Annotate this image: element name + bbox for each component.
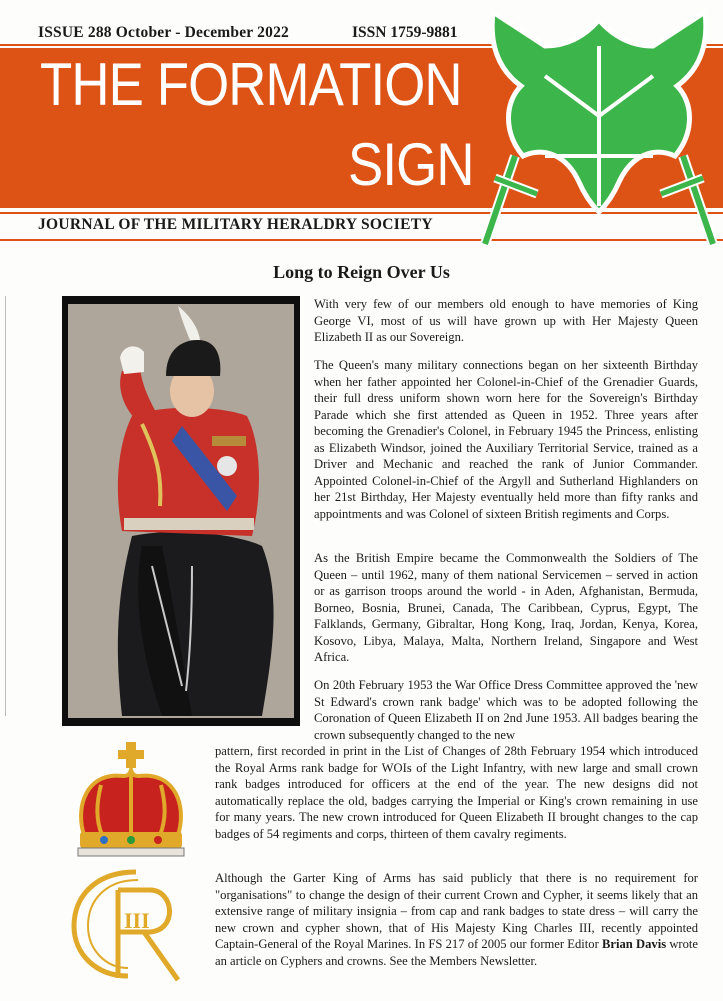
article-paragraph-4a xyxy=(314,677,698,743)
crown-and-cypher-emblem xyxy=(66,740,196,985)
article-text: As the British Empire became the Commonwealth the Soldiers of The Queen – until 1962, many of them national Servicemen – served in action or as garrison troops around the world - in Aden, Afghanistan, Bermuda, Borneo, Bosnia, Brunei, Canada, The Caribbean, Cyprus, Egypt, The Falklands, Germany, Gibraltar, Hong Kong, Iraq, Jordan, Kenya, Korea, Kosovo, Libya, Malaya, Malta, Northern Ireland, Singapore and West Africa. xyxy=(314,551,698,664)
issn: ISSN 1759-9881 xyxy=(352,24,458,41)
article-paragraph-1 xyxy=(314,296,698,346)
queen-on-horseback-photo xyxy=(62,296,300,726)
article-text: On 20th February 1953 the War Office Dress Committee approved the 'new St Edward's crown rank badge' which was to be adopted following the Coronation of Queen Elizabeth II on 2nd June 1953. All badges bearing the crown subsequently changed to the new xyxy=(314,678,698,742)
article-text: pattern, first recorded in print in the List of Changes of 28th February 1954 which introduced the Royal Arms rank badge for WOIs of the Light Infantry, with new large and small crown rank badges introduced for officers at the end of the year. The new designs did not automatically replace the old, badges carrying the Imperial or King's crown remaining in use for many years. The new crown introduced for Queen Elizabeth II brought changes to the cap badges of 54 regiments and corps, thirteen of them cavalry regiments. xyxy=(215,744,698,841)
masthead-title-line1: THE FORMATION xyxy=(40,51,462,118)
margin-rule xyxy=(5,296,6,716)
article-paragraph-3 xyxy=(314,550,698,666)
article-paragraph-5 xyxy=(215,870,698,969)
journal-subtitle: JOURNAL OF THE MILITARY HERALDRY SOCIETY xyxy=(38,216,433,233)
article-text: With very few of our members old enough to have memories of King George VI, most of us will have grown up with Her Majesty Queen Elizabeth II as our Sovereign. xyxy=(314,297,698,344)
article-headline: Long to Reign Over Us xyxy=(273,262,450,282)
article-paragraph-4b xyxy=(215,743,698,842)
ivy-leaf-swords-logo xyxy=(475,6,723,256)
issue-info: ISSUE 288 October - December 2022 xyxy=(38,24,289,41)
masthead-title-line2: SIGN xyxy=(348,131,474,198)
article-text: The Queen's many military connections began on her sixteenth Birthday when her father appointed her Colonel-in-Chief of the Grenadier Guards, their full dress uniform shown worn here for the Sovereign's Birthday Parade which she first attended as Queen in 1952. Three years after becoming the Grenadier's Colonel, in February 1945 the Princess, enlisting as Elizabeth Windsor, joined the Auxiliary Territorial Service, trained as a Driver and Mechanic and reached the rank of Junior Commander. Appointed Colonel-in-Chief of the Argyll and Sutherland Highlanders on her 21st Birthday, Her Majesty eventually held more than fifty ranks and appointments and was Colonel of sixteen British regiments and Corps. xyxy=(314,358,698,521)
editor-name: Brian Davis xyxy=(602,937,667,951)
article-text: Although the Garter King of Arms has said publicly that there is no requirement for "organisations" to change the design of their current Crown and Cypher, it seems likely that an extensive range of military insignia – from cap and rank badges to state dress – will carry the new crown and cypher shown, that of His Majesty King Charles III, recently appointed Captain-General of the Royal Marines. In FS 217 of 2005 our former Editor Brian Davis wrote an article on Cyphers and crowns. See the Members Newsletter. xyxy=(215,871,699,968)
cypher-numeral: III xyxy=(124,908,150,933)
article-paragraph-2 xyxy=(314,357,698,522)
